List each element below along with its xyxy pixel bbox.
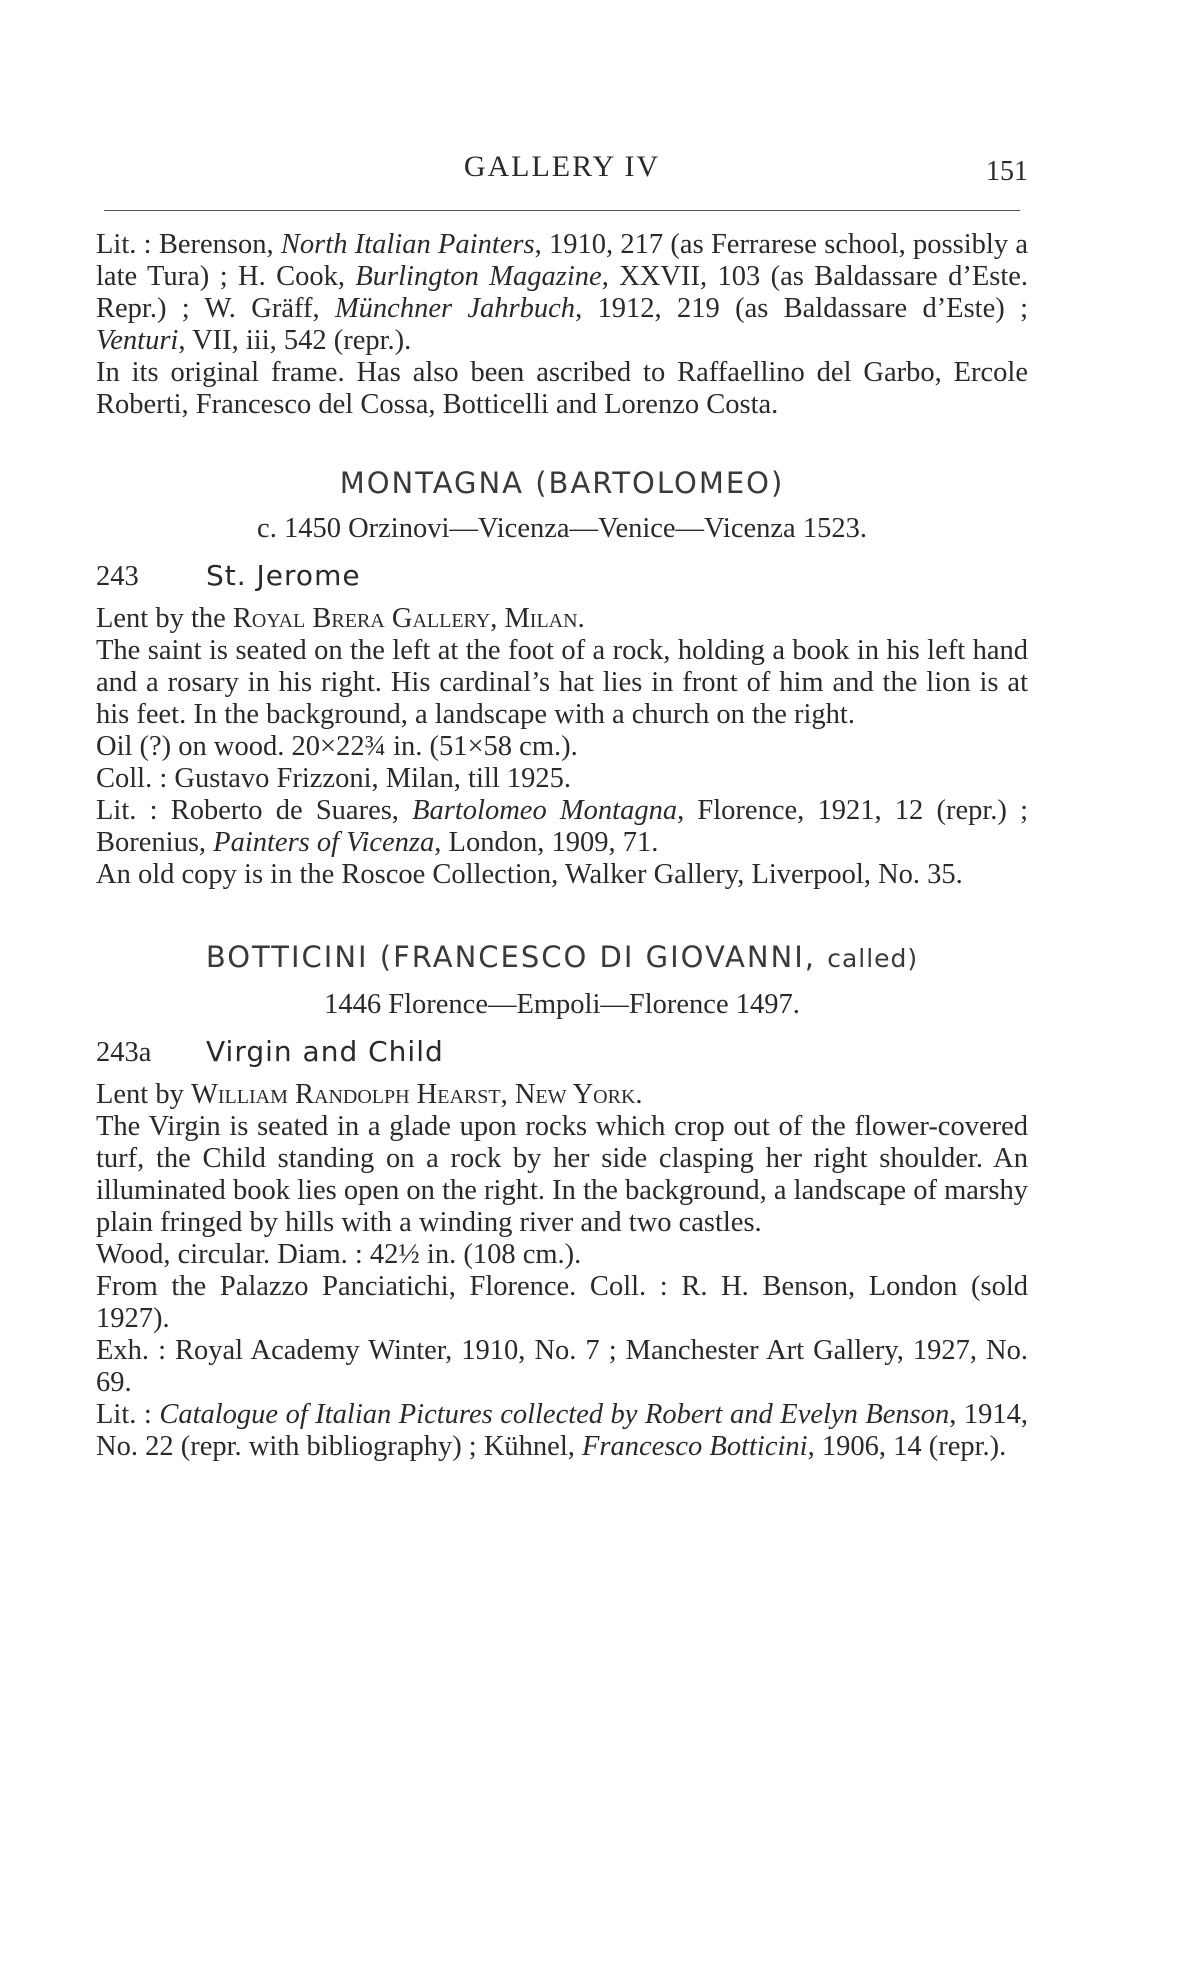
page: [96, 150, 1028, 1463]
entry-title: Virgin and Child: [206, 1035, 444, 1068]
artist-dates-montagna: c. 1450 Orzinovi—Vicenza—Venice—Vicenza 1523.: [257, 513, 867, 544]
artist-heading-montagna: MONTAGNA (BARTOLOMEO): [339, 466, 785, 500]
running-head: [96, 150, 1028, 198]
lender-line: Lent by the Royal Brera Gallery, Milan.: [96, 603, 585, 634]
medium-line: Oil (?) on wood. 20×22¾ in. (51×58 cm.).: [96, 731, 578, 762]
copy-note: An old copy is in the Roscoe Collection, Walker Gallery, Liverpool, No. 35.: [96, 859, 963, 890]
literature-line: Lit. : Roberto de Suares, Bartolomeo Montagna, Florence, 1921, 12 (repr.) ; Borenius, Painters of Vicenza, London, 1909, 71.: [96, 795, 1029, 858]
artist-dates-botticini: 1446 Florence—Empoli—Florence 1497.: [324, 989, 800, 1020]
description: The Virgin is seated in a glade upon rocks which crop out of the flower-covered turf, the Child standing on a rock by her side clasping her right shoulder. An illuminated book lies open on the right. In the background, a landscape of marshy plain fringed by hills with a winding river and two castles.: [96, 1111, 1028, 1238]
collection-line: Coll. : Gustavo Frizzoni, Milan, till 1925.: [96, 763, 571, 794]
artist-heading-botticini: BOTTICINI (FRANCESCO DI GIOVANNI, called): [205, 940, 919, 974]
header-rule: [104, 210, 1020, 211]
lender-line: Lent by William Randolph Hearst, New York.: [96, 1079, 643, 1110]
previous-entry-literature: Lit. : Berenson, North Italian Painters, 1910, 217 (as Ferrarese school, possibly a late Tura) ; H. Cook, Burlington Magazine, XXVII, 103 (as Baldassare d’Este. Repr.) ; W. Gräff, Münchner Jahrbuch, 1912, 219 (as Baldassare d’Este) ; Venturi, VII, iii, 542 (repr.).: [96, 229, 1029, 356]
page-number: 151: [986, 156, 1028, 187]
entry-heading-243a: [96, 1035, 1028, 1069]
provenance-line: From the Palazzo Panciatichi, Florence. Coll. : R. H. Benson, London (sold 1927).: [96, 1271, 1028, 1334]
entry-heading-243: [96, 559, 1028, 593]
previous-entry-note: In its original frame. Has also been ascribed to Raffaellino del Garbo, Ercole Roberti, Francesco del Cossa, Botticelli and Lorenzo Costa.: [96, 357, 1028, 420]
entry-number: 243: [96, 561, 139, 592]
entry-title: St. Jerome: [206, 559, 361, 592]
running-title: GALLERY IV: [463, 150, 661, 183]
medium-line: Wood, circular. Diam. : 42½ in. (108 cm.).: [96, 1239, 582, 1270]
entry-number: 243a: [96, 1037, 152, 1068]
exhibition-line: Exh. : Royal Academy Winter, 1910, No. 7 ; Manchester Art Gallery, 1927, No. 69.: [96, 1335, 1028, 1398]
description: The saint is seated on the left at the foot of a rock, holding a book in his left hand and a rosary in his right. His cardinal’s hat lies in front of him and the lion is at his feet. In the background, a landscape with a church on the right.: [96, 635, 1028, 730]
literature-line: Lit. : Catalogue of Italian Pictures collected by Robert and Evelyn Benson, 1914, No. 22 (repr. with bibliography) ; Kühnel, Francesco Botticini, 1906, 14 (repr.).: [96, 1399, 1029, 1462]
